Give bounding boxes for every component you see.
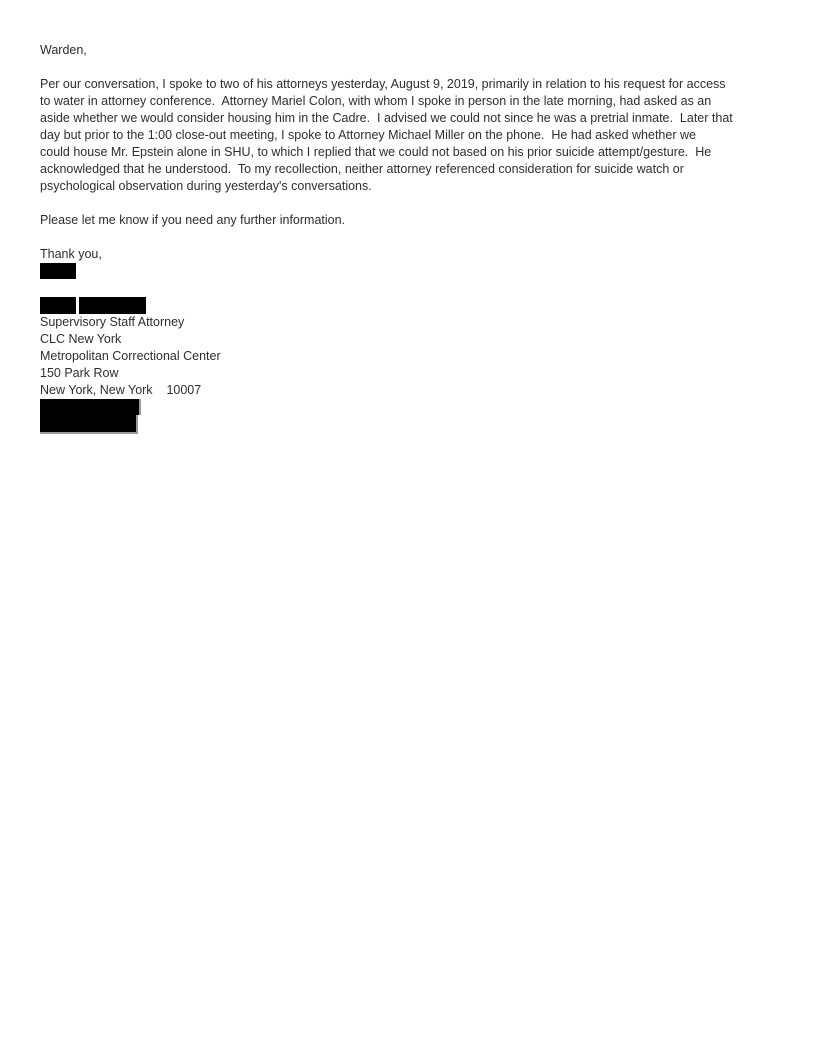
closing-line: Please let me know if you need any further information. xyxy=(40,213,346,227)
body-line-6: acknowledged that he understood. To my recollection, neither attorney referenced consideration for suicide watch or xyxy=(40,162,684,176)
redaction-contact-line1-bar xyxy=(40,399,141,415)
redaction-contact-line2-bar xyxy=(40,415,138,434)
body-paragraph xyxy=(40,76,816,195)
signature-facility: Metropolitan Correctional Center xyxy=(40,349,221,363)
body-line-7: psychological observation during yesterday's conversations. xyxy=(40,179,372,193)
body-line-3: aside whether we would consider housing him in the Cadre. I advised we could not since he was a pretrial inmate. Later that xyxy=(40,111,733,125)
spacer xyxy=(40,280,816,297)
signature-city-state-zip: New York, New York 10007 xyxy=(40,383,202,397)
spacer xyxy=(40,195,816,212)
body-line-2: to water in attorney conference. Attorney Mariel Colon, with whom I spoke in person in the late morning, had asked as an xyxy=(40,94,712,108)
redaction-last-name-bar xyxy=(79,297,146,314)
body-line-5: could house Mr. Epstein alone in SHU, to which I replied that we could not based on his prior suicide attempt/gesture. He xyxy=(40,145,712,159)
body-line-1: Per our conversation, I spoke to two of his attorneys yesterday, August 9, 2019, primarily in relation to his request for access xyxy=(40,77,726,91)
letter-content xyxy=(0,0,816,434)
signoff: Thank you, xyxy=(40,247,102,261)
signature-title: Supervisory Staff Attorney xyxy=(40,315,185,329)
signature-street: 150 Park Row xyxy=(40,366,119,380)
redaction-contact-block xyxy=(40,399,816,434)
redaction-name-row xyxy=(40,297,816,314)
spacer xyxy=(40,229,816,246)
spacer xyxy=(40,59,816,76)
signature-office: CLC New York xyxy=(40,332,122,346)
redaction-initials-bar xyxy=(40,263,76,279)
body-line-4: day but prior to the 1:00 close-out meeting, I spoke to Attorney Michael Miller on the phone. He had asked whether we xyxy=(40,128,696,142)
salutation: Warden, xyxy=(40,43,87,57)
redaction-first-name-bar xyxy=(40,297,76,314)
